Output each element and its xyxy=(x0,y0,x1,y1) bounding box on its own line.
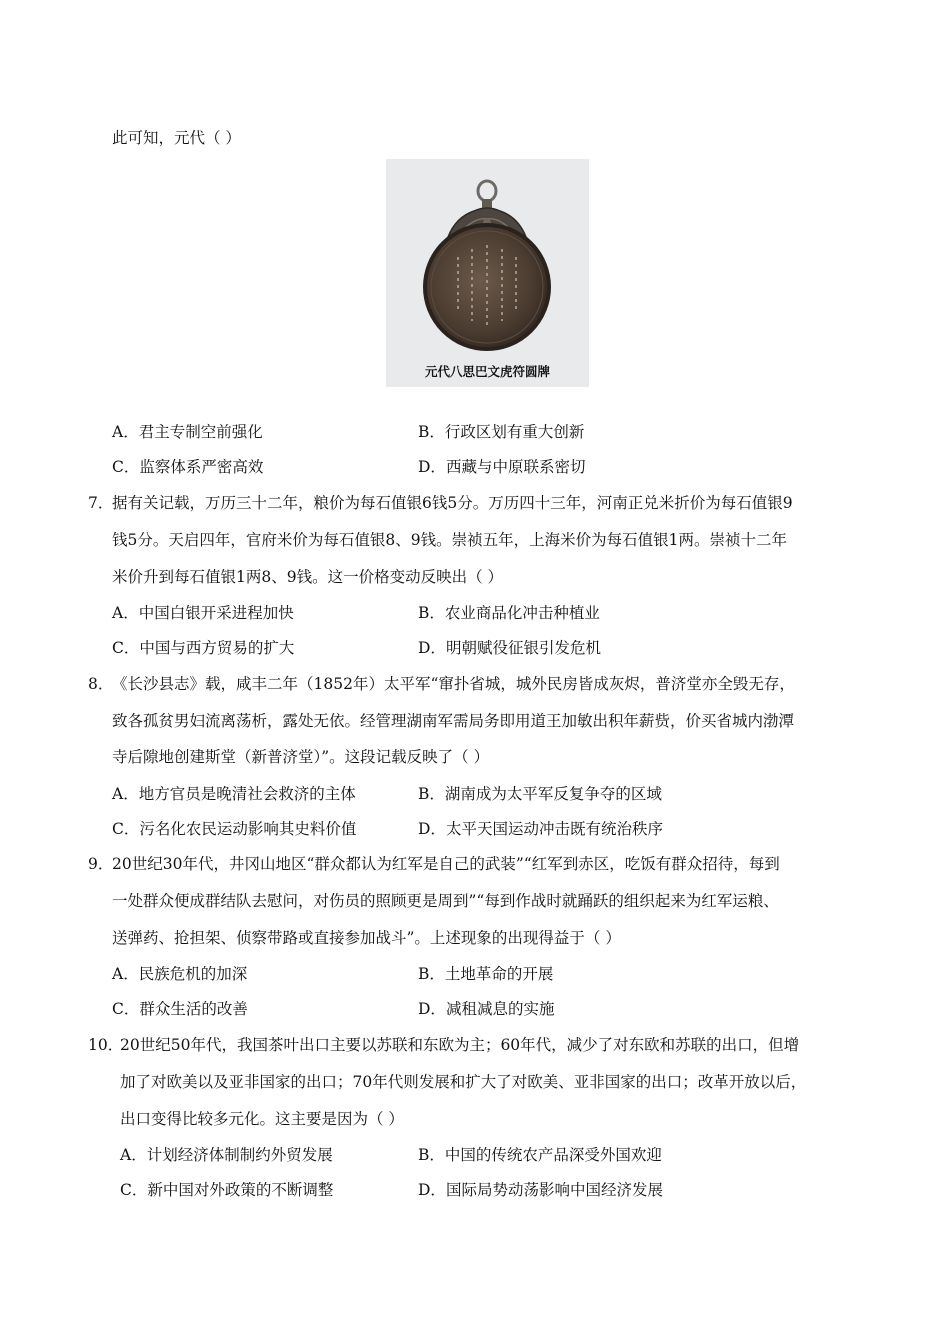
q10-line-1: 20世纪50年代，我国茶叶出口主要以苏联和东欧为主；60年代，减少了对东欧和苏联的出口，但增 xyxy=(120,1036,800,1054)
q10-line-2: 加了对欧美以及亚非国家的出口；70年代则发展和扩大了对欧美、亚非国家的出口；改革开放以后， xyxy=(120,1073,807,1091)
q9-line-1: 20世纪30年代，井冈山地区“群众都认为红军是自己的武装”“红军到赤区，吃饭有群众招待，每到 xyxy=(112,855,780,873)
q6-stem-tail: 此可知，元代（ ） xyxy=(112,129,241,147)
q8-line-2: 致各孤贫男妇流离荡析，露处无依。经管理湖南军需局务即用道王加敏出积年薪赀，价买省城内渤潭 xyxy=(112,712,795,730)
medallion-image xyxy=(386,159,589,359)
q9-line-2: 一处群众便成群结队去慰问，对伤员的照顾更是周到”“每到作战时就踊跃的组织起来为红军运粮、 xyxy=(112,892,779,910)
q9-option-d: D．减租减息的实施 xyxy=(418,1000,555,1018)
q7-option-b: B．农业商品化冲击种植业 xyxy=(418,604,600,622)
q7-line-3: 米价升到每石值银1两8、9钱。这一价格变动反映出（ ） xyxy=(112,568,504,586)
q7-option-a: A．中国白银开采进程加快 xyxy=(112,604,294,622)
q10-option-c: C．新中国对外政策的不断调整 xyxy=(120,1181,334,1199)
q8-option-a: A．地方官员是晚清社会救济的主体 xyxy=(112,785,356,803)
q7-option-d: D．明朝赋役征银引发危机 xyxy=(418,639,601,657)
q7-line-2: 钱5分。天启四年，官府米价为每石值银8、9钱。崇祯五年，上海米价为每石值银1两。崇祯十二年 xyxy=(112,531,787,549)
q9-option-b: B．土地革命的开展 xyxy=(418,965,554,983)
q8-option-c: C．污名化农民运动影响其史料价值 xyxy=(112,820,357,838)
q8-line-3: 寺后隙地创建斯堂（新普济堂）”。这段记载反映了（ ） xyxy=(112,748,490,766)
q10-option-d: D．国际局势动荡影响中国经济发展 xyxy=(418,1181,663,1199)
q8-line-1: 《长沙县志》载，咸丰二年（1852年）太平军“窜扑省城，城外民房皆成灰烬，普济堂亦全毁无存， xyxy=(112,675,795,693)
q6-option-c: C．监察体系严密高效 xyxy=(112,458,264,476)
q9-option-a: A．民族危机的加深 xyxy=(112,965,248,983)
q9-line-3: 送弹药、抢担架、侦察带路或直接参加战斗”。上述现象的出现得益于（ ） xyxy=(112,929,621,947)
q8-number: 8． xyxy=(88,675,114,693)
q6-option-a: A．君主专制空前强化 xyxy=(112,423,263,441)
q7-option-c: C．中国与西方贸易的扩大 xyxy=(112,639,295,657)
q6-option-b: B．行政区划有重大创新 xyxy=(418,423,585,441)
q7-line-1: 据有关记载，万历三十二年，粮价为每石值银6钱5分。万历四十三年，河南正兑米折价为每石值银9 xyxy=(112,494,793,512)
q10-line-3: 出口变得比较多元化。这主要是因为（ ） xyxy=(120,1110,404,1128)
q10-option-b: B．中国的传统农产品深受外国欢迎 xyxy=(418,1146,662,1164)
tiger-tally-figure xyxy=(386,159,589,387)
q7-number: 7． xyxy=(88,494,114,512)
q6-option-d: D．西藏与中原联系密切 xyxy=(418,458,586,476)
q9-number: 9． xyxy=(88,855,114,873)
q10-option-a: A．计划经济体制制约外贸发展 xyxy=(120,1146,333,1164)
q8-option-d: D．太平天国运动冲击既有统治秩序 xyxy=(418,820,663,838)
q9-option-c: C．群众生活的改善 xyxy=(112,1000,248,1018)
q10-number: 10． xyxy=(88,1036,124,1054)
figure-caption: 元代八思巴文虎符圆牌 xyxy=(424,364,550,379)
q8-option-b: B．湖南成为太平军反复争夺的区域 xyxy=(418,785,662,803)
